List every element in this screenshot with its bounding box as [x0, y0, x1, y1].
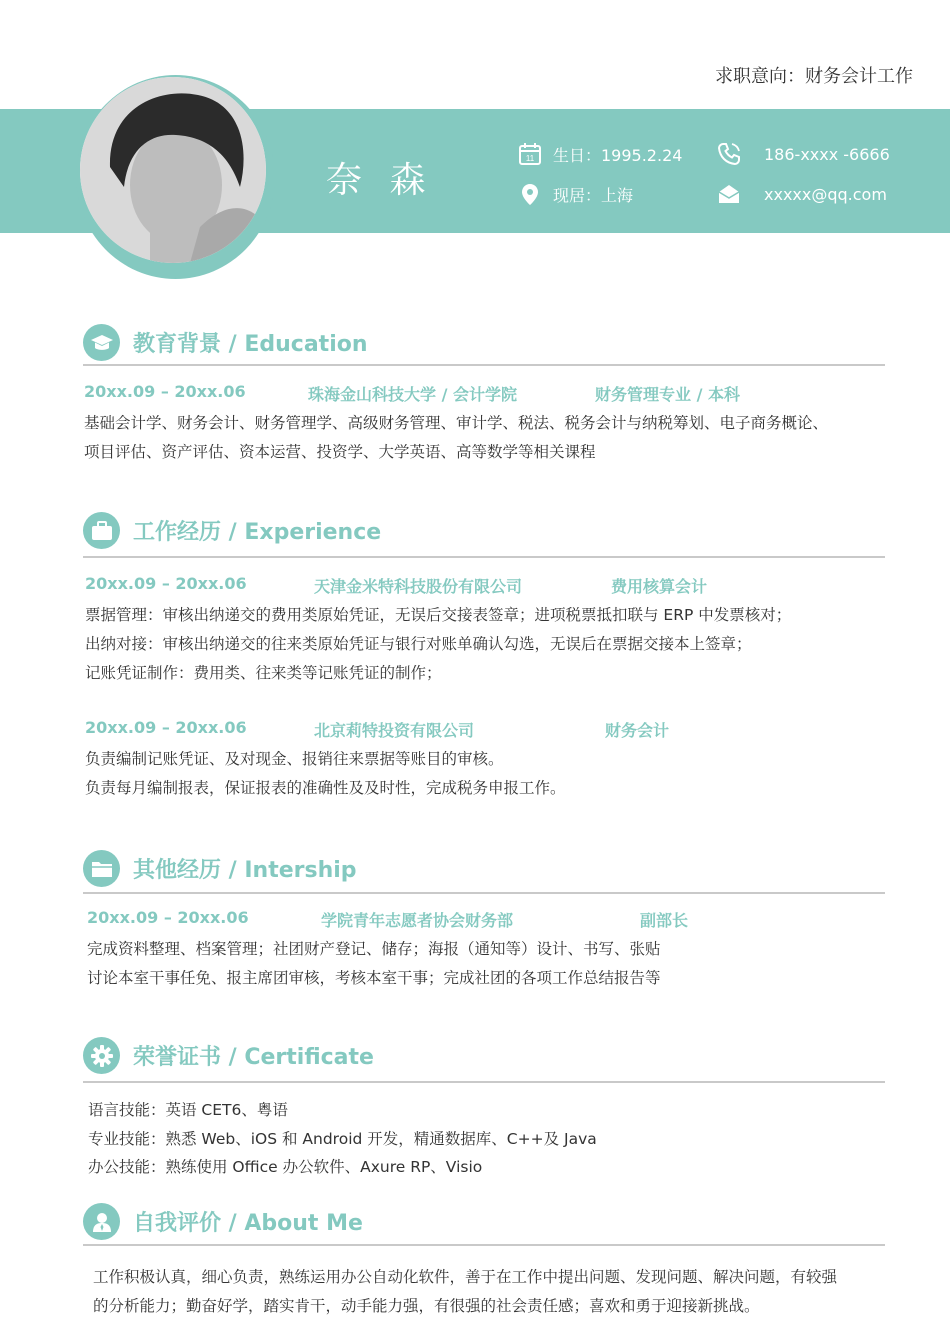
internship-period: 20xx.09 – 20xx.06: [87, 908, 249, 927]
about-line: 的分析能力；勤奋好学，踏实肯干，动手能力强，有很强的社会责任感；喜欢和勇于迎接新挑战。: [93, 1297, 760, 1315]
experience-divider: [83, 556, 885, 558]
certificate-header: [83, 1037, 374, 1074]
job-role: 费用核算会计: [611, 577, 708, 596]
job-duty-line: 记账凭证制作：费用类、往来类等记账凭证的制作；: [85, 664, 442, 682]
folder-icon: [83, 850, 120, 887]
education-course-line: 项目评估、资产评估、资本运营、投资学、大学英语、高等数学等相关课程: [84, 443, 596, 461]
about-title: 自我评价 / About Me: [133, 1211, 363, 1236]
location-pin-icon: [517, 181, 543, 207]
job-company: 北京莉特投资有限公司: [314, 721, 475, 740]
location-text: 现居：上海: [553, 185, 634, 205]
job-duty-line: 票据管理：审核出纳递交的费用类原始凭证，无误后交接表签章；进项税票抵扣联与 ERP 中发票核对；: [85, 606, 792, 624]
email-info: [716, 181, 887, 207]
internship-divider: [83, 892, 885, 894]
certificate-title: 荣誉证书 / Certificate: [133, 1045, 374, 1070]
job-duty-line: 出纳对接：审核出纳递交的往来类原始凭证与银行对账单确认勾选，无误后在票据交接本上签章；: [85, 635, 752, 653]
birth-text: 生日：1995.2.24: [553, 145, 683, 165]
envelope-icon: [716, 181, 742, 207]
email-text: xxxxx@qq.com: [764, 184, 887, 204]
job-company: 天津金米特科技股份有限公司: [314, 577, 523, 596]
job-duty-line: 负责编制记账凭证、及对现金、报销往来票据等账目的审核。: [85, 750, 504, 768]
skill-line: 办公技能：熟练使用 Office 办公软件、Axure RP、Visio: [88, 1158, 483, 1176]
avatar: [80, 77, 266, 263]
job-role: 财务会计: [605, 721, 670, 740]
job-period: 20xx.09 – 20xx.06: [85, 718, 247, 737]
phone-text: 186-xxxx -6666: [764, 144, 890, 164]
graduation-cap-icon: [83, 324, 120, 361]
internship-duty-line: 讨论本室干事任免、报主席团审核，考核本室干事；完成社团的各项工作总结报告等: [87, 969, 661, 987]
education-major: 财务管理专业 / 本科: [595, 385, 740, 404]
education-divider: [83, 364, 885, 366]
calendar-icon: [517, 141, 543, 167]
job-duty-line: 负责每月编制报表，保证报表的准确性及及时性，完成税务申报工作。: [85, 779, 566, 797]
education-school: 珠海金山科技大学 / 会计学院: [308, 385, 517, 404]
about-divider: [83, 1244, 885, 1246]
about-line: 工作积极认真，细心负责，熟练运用办公自动化软件，善于在工作中提出问题、发现问题、解决问题，有较强: [93, 1268, 838, 1286]
experience-title: 工作经历 / Experience: [133, 520, 382, 545]
education-course-line: 基础会计学、财务会计、财务管理学、高级财务管理、审计学、税法、税务会计与纳税筹划、电子商务概论、: [84, 414, 829, 432]
candidate-name: 奈 森: [326, 160, 434, 201]
education-header: [83, 324, 368, 361]
education-title: 教育背景 / Education: [133, 332, 368, 357]
internship-role: 副部长: [640, 911, 689, 930]
internship-org: 学院青年志愿者协会财务部: [321, 911, 514, 930]
job-period: 20xx.09 – 20xx.06: [85, 574, 247, 593]
svg-text:11: 11: [525, 154, 535, 163]
experience-header: [83, 512, 381, 549]
location-info: [517, 181, 633, 207]
gear-icon: [83, 1037, 120, 1074]
skill-line: 语言技能：英语 CET6、粤语: [88, 1101, 288, 1119]
internship-header: [83, 850, 357, 887]
user-icon: [83, 1203, 120, 1240]
phone-icon: [716, 141, 742, 167]
birth-info: [517, 141, 682, 167]
internship-duty-line: 完成资料整理、档案管理；社团财产登记、储存；海报（通知等）设计、书写、张贴: [87, 940, 661, 958]
internship-title: 其他经历 / Intership: [133, 858, 357, 883]
job-objective: 求职意向：财务会计工作: [715, 66, 913, 87]
education-period: 20xx.09 – 20xx.06: [84, 382, 246, 401]
phone-info: [716, 141, 890, 167]
certificate-divider: [83, 1081, 885, 1083]
skill-line: 专业技能：熟悉 Web、iOS 和 Android 开发，精通数据库、C++及 Java: [88, 1130, 597, 1148]
about-header: [83, 1203, 363, 1240]
briefcase-icon: [83, 512, 120, 549]
